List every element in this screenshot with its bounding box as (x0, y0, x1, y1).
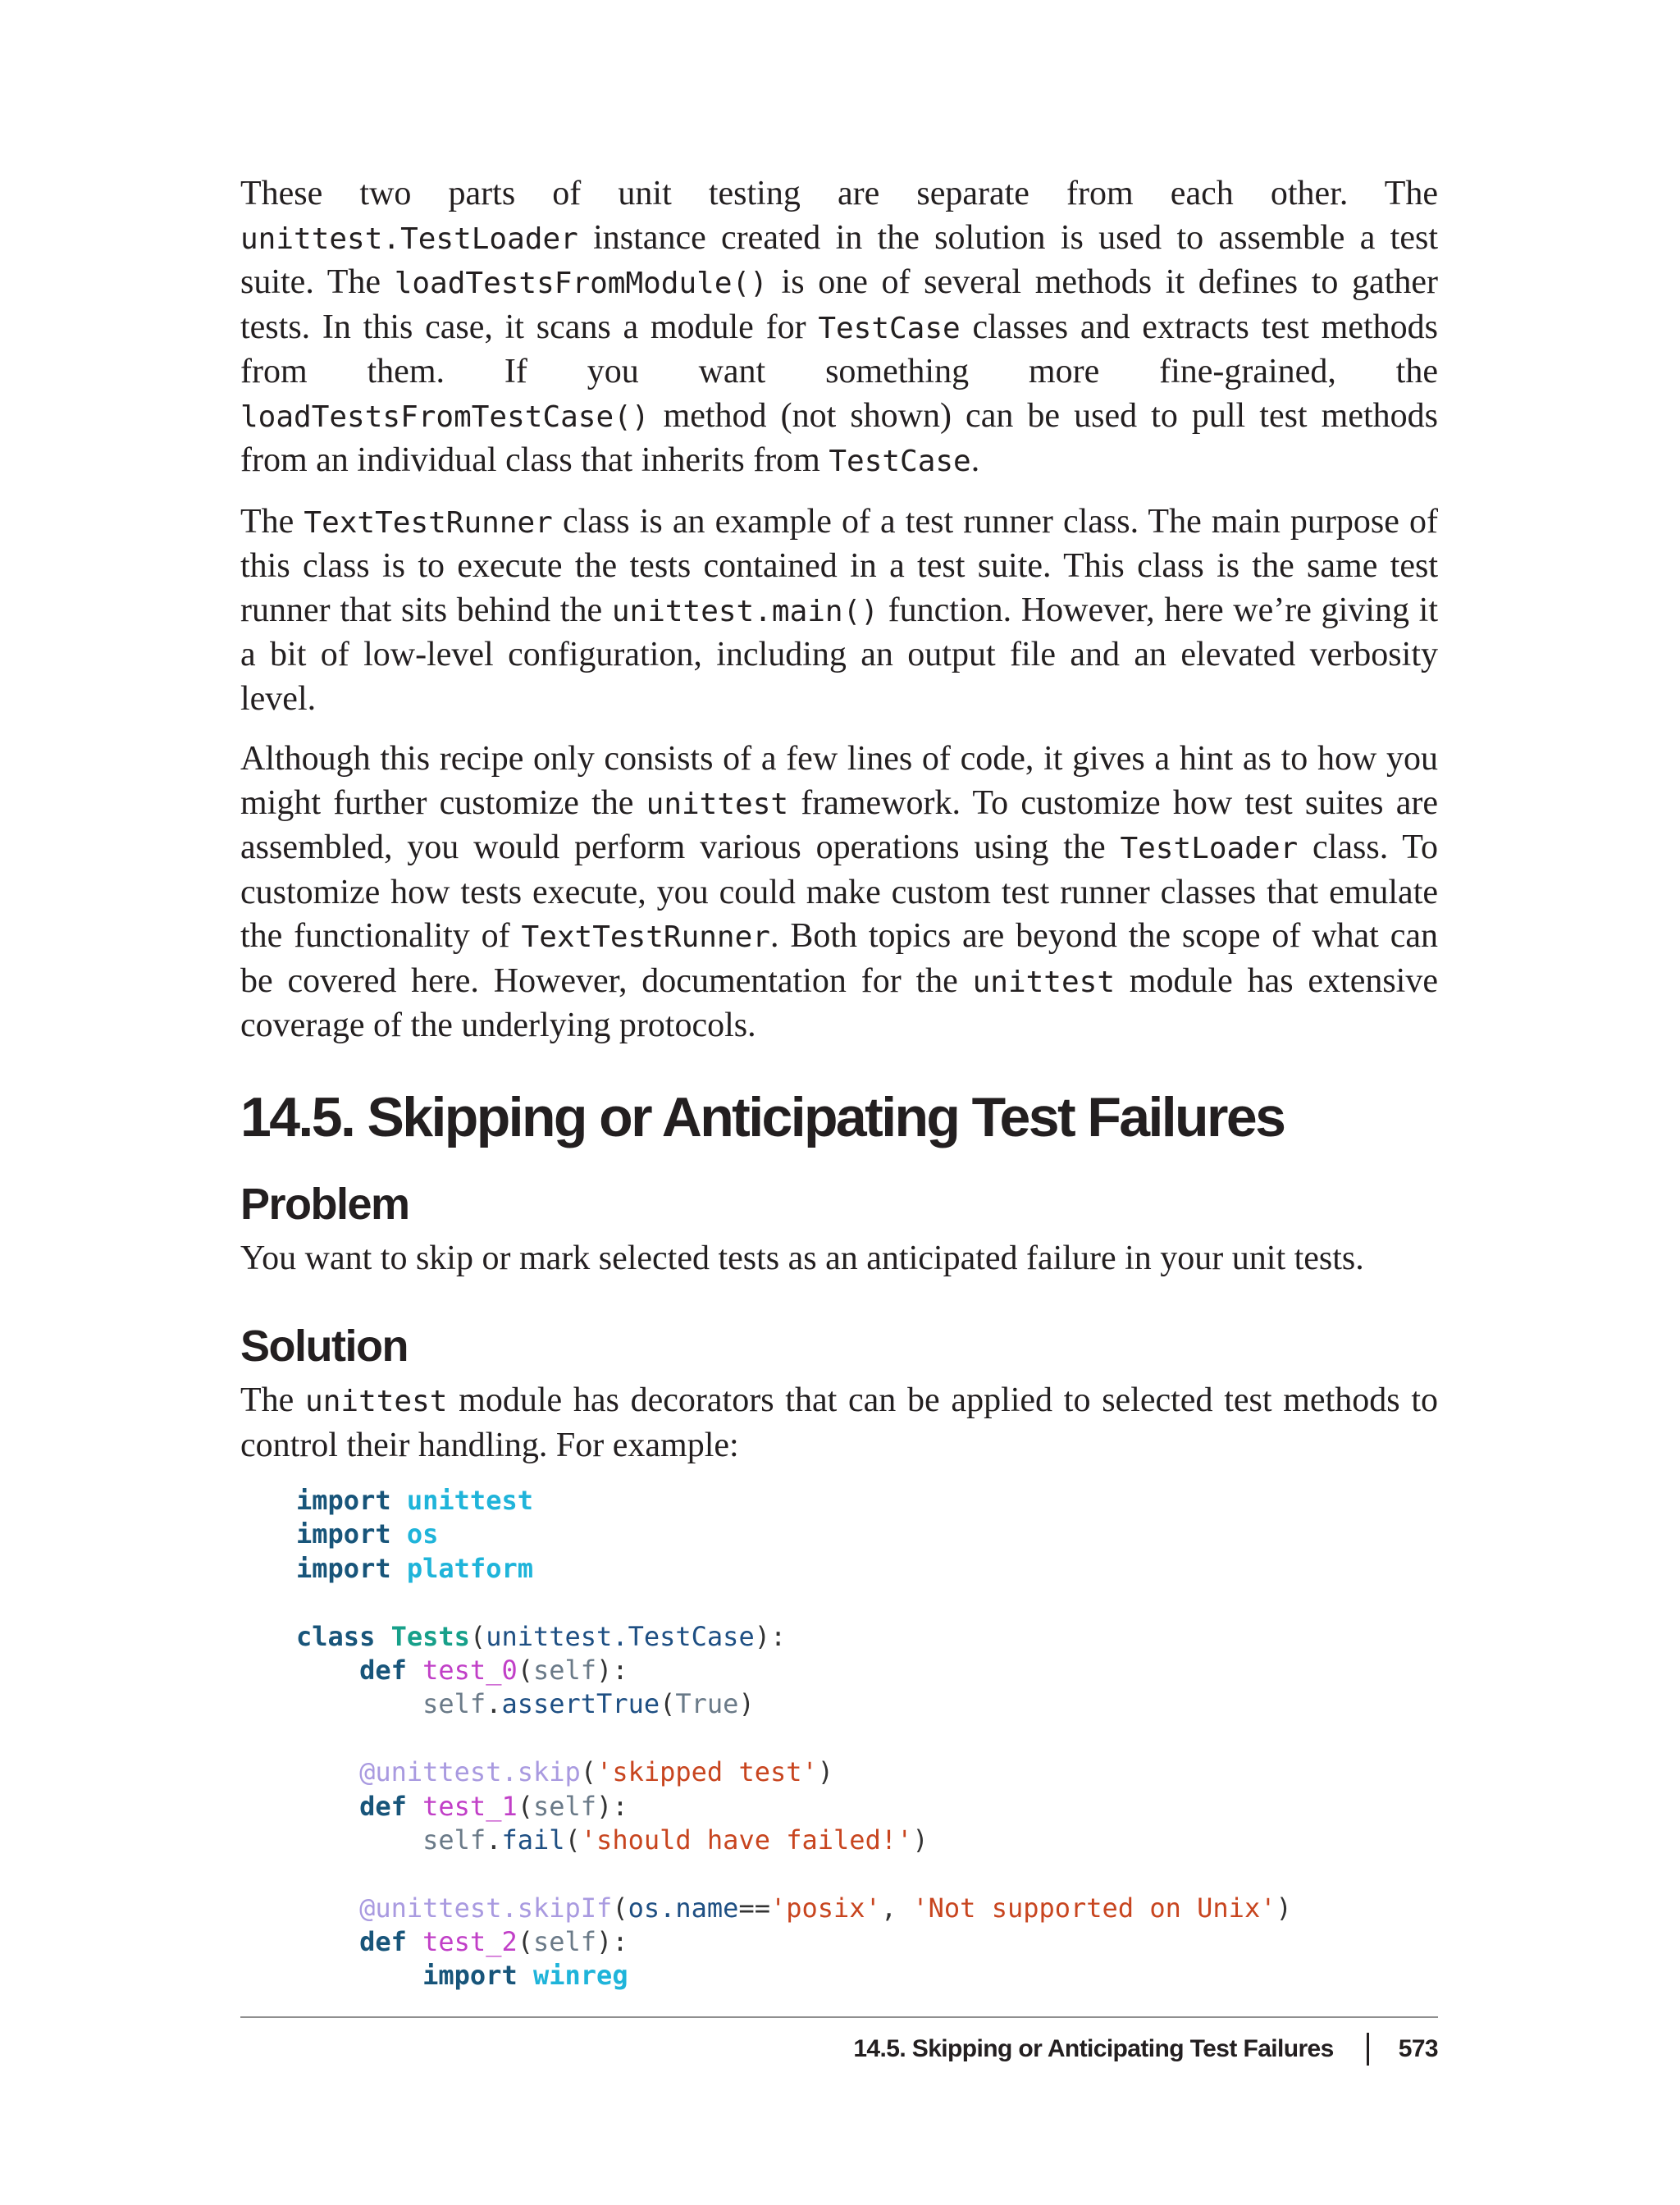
code-function-name: test_2 (422, 1926, 518, 1958)
code-constant: True (675, 1688, 739, 1720)
problem-paragraph (240, 1237, 1438, 1281)
paragraph-customization (240, 737, 1438, 1048)
code-self: self (532, 1926, 597, 1958)
code-base-name: TestCase (628, 1620, 755, 1652)
inline-code: unittest.TestLoader (240, 221, 578, 256)
code-line (296, 1959, 1438, 1993)
inline-code: TestLoader (1120, 832, 1299, 865)
footer-separator (1367, 2033, 1369, 2066)
code-module: platform (406, 1552, 533, 1584)
code-line: @unittest.skipIf(os.name=='posix', 'Not supported on Unix') (359, 1892, 1292, 1924)
code-line-blank (296, 1586, 1438, 1619)
code-string: 'skipped test' (596, 1756, 818, 1788)
text-run: The (240, 1381, 306, 1419)
text-run: classes and extracts test methods from them. If you want something more fine-grained, the (240, 308, 1438, 390)
problem-heading: Problem (240, 1179, 409, 1229)
inline-code: unittest.main() (611, 594, 879, 628)
code-listing (296, 1484, 1438, 1993)
text-run: framework. To customize how test suites are assembled, you would perform various operations using the (240, 783, 1438, 866)
code-line (296, 1484, 1438, 1518)
code-self: self (532, 1654, 597, 1686)
inline-code: TestCase (818, 311, 961, 345)
code-module: winreg (532, 1960, 628, 1992)
text-run: . (970, 441, 980, 479)
code-method: assertTrue (501, 1688, 660, 1720)
page-number: 573 (1398, 2035, 1438, 2062)
code-method: fail (501, 1824, 565, 1856)
text-run: The (240, 502, 304, 541)
text-run: is one of several methods it defines to gather tests. In this case, it scans a module for (240, 263, 1438, 346)
inline-code: unittest (972, 965, 1115, 999)
code-module: os (406, 1518, 439, 1550)
code-line: def test_2(self): (359, 1926, 628, 1958)
page-footer (853, 2025, 1438, 2074)
code-line: class Tests(unittest.TestCase): (296, 1620, 787, 1652)
code-keyword: def (359, 1654, 407, 1686)
inline-code: loadTestsFromModule() (394, 267, 768, 300)
text-run: Although this recipe only consists of a few lines of code, it gives a hint as to how you might further customize the (240, 740, 1438, 822)
code-string: 'Not supported on Unix' (912, 1892, 1276, 1924)
code-line: def test_0(self): (359, 1654, 628, 1686)
code-function-name: test_1 (422, 1790, 518, 1822)
paragraph-texttestrunner (240, 500, 1438, 722)
text-run: method (not shown) can be used to pull test methods from an individual class that inherits from (240, 396, 1438, 479)
code-line: def test_1(self): (359, 1790, 628, 1822)
code-class-name: Tests (390, 1620, 470, 1652)
text-run: instance created in the solution is used to assemble a test suite. The (240, 218, 1438, 301)
code-decorator: @unittest.skipIf (359, 1892, 613, 1924)
code-base-prefix: unittest. (486, 1620, 628, 1652)
solution-heading: Solution (240, 1322, 408, 1371)
code-string: 'should have failed!' (580, 1824, 913, 1856)
code-decorator: @unittest.skip (359, 1756, 581, 1788)
inline-code: TextTestRunner (521, 920, 770, 954)
footer-section-title: 14.5. Skipping or Anticipating Test Failures (853, 2035, 1334, 2062)
inline-code: TextTestRunner (304, 505, 553, 540)
code-keyword: import (422, 1960, 518, 1992)
text-run: class is an example of a test runner class. The main purpose of this class is to execute the tests contained in a test suite. This class is the same test runner that sits behind the (240, 502, 1438, 629)
text-run: You want to skip or mark selected tests as an anticipated failure in your unit tests. (240, 1239, 1364, 1277)
code-keyword: def (359, 1926, 407, 1958)
text-run: module has extensive coverage of the underlying protocols. (240, 961, 1438, 1044)
inline-code: loadTestsFromTestCase() (240, 399, 650, 434)
solution-paragraph (240, 1379, 1438, 1468)
text-run: class. To customize how tests execute, you could make custom test runner classes that emulate the functionality of (240, 829, 1439, 955)
footer-rule (240, 2016, 1438, 2018)
code-function-name: test_0 (422, 1654, 518, 1686)
inline-code: unittest (646, 787, 789, 821)
code-line-blank (296, 1857, 1438, 1891)
code-self: self (422, 1824, 486, 1856)
code-keyword: class (296, 1620, 376, 1652)
code-attribute: os.name (628, 1892, 739, 1924)
code-operator: == (738, 1892, 770, 1924)
code-keyword: import (296, 1518, 391, 1550)
page-content (240, 172, 1438, 1993)
paragraph-testloader (240, 172, 1438, 484)
code-line: self.fail('should have failed!') (422, 1824, 929, 1856)
code-self: self (532, 1790, 597, 1822)
code-keyword: def (359, 1790, 407, 1822)
inline-code: TestCase (829, 445, 971, 478)
code-keyword: import (296, 1485, 391, 1516)
code-line (296, 1552, 1438, 1586)
text-run: function. However, here we’re giving it a bit of low-level configuration, including an output file and an elevated verbosity level. (240, 591, 1439, 718)
inline-code: unittest (305, 1385, 448, 1418)
code-line (296, 1518, 1438, 1551)
code-string: 'posix' (769, 1892, 881, 1924)
text-run: These two parts of unit testing are separate from each other. The (240, 175, 1438, 212)
code-line: self.assertTrue(True) (422, 1688, 755, 1720)
code-self: self (422, 1688, 486, 1720)
section-heading: 14.5. Skipping or Anticipating Test Failures (240, 1085, 1285, 1148)
code-keyword: import (296, 1552, 391, 1584)
code-line: @unittest.skip('skipped test') (359, 1756, 834, 1788)
text-run: module has decorators that can be applied to selected test methods to control their handling. For example: (240, 1381, 1439, 1464)
code-module: unittest (406, 1485, 533, 1516)
code-line-blank (296, 1722, 1438, 1755)
text-run: . Both topics are beyond the scope of what can be covered here. However, documentation for the (240, 917, 1438, 1000)
